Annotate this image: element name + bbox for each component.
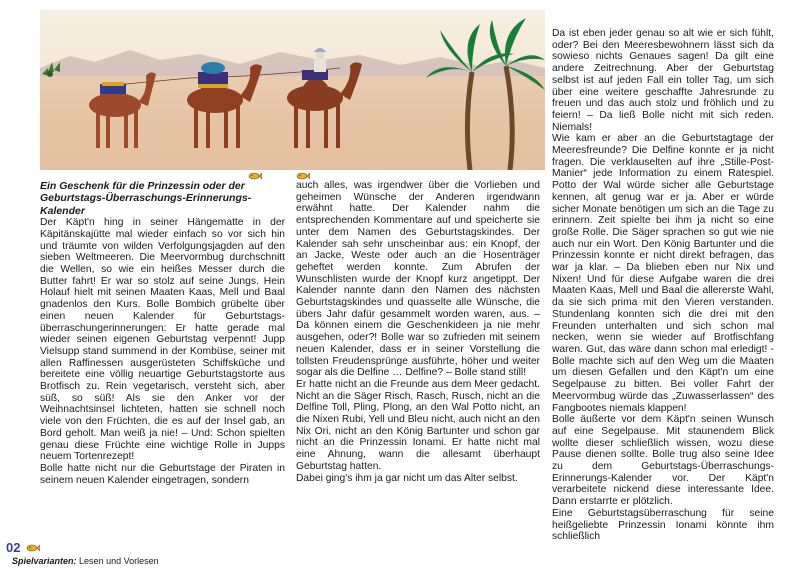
variant-label: Spielvarianten: <box>12 556 77 566</box>
paragraph: Eine Geburtstagsüberraschung für seine heißgeliebte Prinzessin Ionami könnte ihm schließlich <box>552 507 774 543</box>
paragraph: Dabei ging's ihm ja gar nicht um das Alter selbst. <box>296 472 518 484</box>
paragraph: Er hatte nicht an die Freunde aus dem Meer gedacht. Nicht an die Säger Risch, Rasch, Rusch, nicht an die Delfine Toll, Pling, Plong, an den Wal Potto nicht, an die Nixen Rubi, Yell und Bleu nicht, auch nicht an den Nix Ori, nicht an den König Bartunter und schon gar nicht an die Prinzessin Ionami. Er hatte nicht mal eine Ahnung, wann die allesamt überhaupt Geburtstag hatten. <box>296 378 540 472</box>
paragraph: auch alles, was irgendwer über die Vorlieben und geheimen Wünsche der Anderen irgendwann erwähnt hatte. Der Kalender nahm die entsprechenden Kommentare auf und speicherte sie unter dem Namen des Geburtstagskindes. Der Kalender sah sehr unscheinbar aus: ein Knopf, der an Jacke, Weste oder auch an die Hosenträger geheftet werden konnte. Zum Abrufen der Wunschlisten wurde der Knopf kurz angetippt. Der Kalender nannte dann den Namen des nächsten Geburtstagskindes und quasselte alle Wünsche, die übers Jahr dafür gesammelt worden waren, aus. – Da können einem die Geschenkideen ja nie mehr ausgehen, oder?! Bolle war so zufrieden mit seinem neuen Kalender, dass er in seiner Vorstellung die tollsten Freudensprünge ausführte, höher und weiter sogar als die Delfine … Delfine? – Bolle stand still! <box>296 180 540 379</box>
text-column-1 <box>40 180 285 540</box>
text-column-3 <box>552 28 774 548</box>
play-variants <box>12 556 159 566</box>
paragraph: Bolle äußerte vor dem Käpt'n seinen Wunsch auf eine Segelpause. Mit staunendem Blick wollte dieser schließlich wissen, wozu diese Pause dienen sollte. Bolle trug also seine Idee zu dem Geburtstags-Überraschungs-Erinnerungs-Kalender vor. Der Käpt'n verarbeitete nickend diese interessante Idee. Dann erstarrte er plötzlich. <box>552 414 774 508</box>
fish-icon <box>296 172 310 180</box>
variant-text: Lesen und Vorlesen <box>79 556 159 566</box>
fish-icon <box>26 544 40 552</box>
camel-caravan-illustration <box>40 10 545 170</box>
text-column-2 <box>296 180 540 540</box>
story-heading: Ein Geschenk für die Prinzessin oder der Geburtstags-Überraschungs-Erinnerungs-Kalender <box>40 180 252 217</box>
paragraph: Da ist eben jeder genau so alt wie er sich fühlt, oder? Bei den Meeresbewohnern lässt sich da sowieso nichts Genaues sagen! Da gilt eine andere Zeitrechnung. Aber der Geburtstag selbst ist auf jeden Fall ein toller Tag, um sich über eine weitere geschaffte Jahresrunde zu freuen und das auch stolz und fröhlich und zu feiern! – Da ließ Bolle nicht mit sich reden. Niemals! <box>552 28 774 133</box>
fish-icon <box>248 172 262 180</box>
paragraph: Der Käpt'n hing in seiner Hängematte in der Käpitänskajütte mal wieder einfach so vor sich hin und träumte von wilden Verfolgungsjagden auf den sieben Weltmeeren. Die Meervormbug durchschnitt die Wellen, so wie ein heißes Messer durch die Butter fahrt! Er war so stolz auf seine Jungs. Hein Holauf hielt mit seinen Maaten Kaas, Mell und Baal gnadenlos den Kurs. Bolle Bombich grübelte über einen neuen Kalender für Geburtstags-überraschungerinnerungen: Er hatte gerade mal wieder seinen eigenen Geburtstag verpennt! Jupp Vielsupp stand summend in der Kombüse, seiner mit allen Raffinessen ausgerüsteten Schiffsküche und bereitete eine völlig neuartige Geburtstagstorte aus Brotfisch zu. Rein vegetarisch, versteht sich, aber süß, so süß! Als sie den Anker vor der Weihnachtsinsel lichteten, hatten sie schnell noch viele von den Früchten, die es auf der Insel gab, an Bord geholt. Man weiß ja nie! – Und: Schon spielten genau diese Früchte eine wichtige Rolle in Jupps neuem Tortenrezept! <box>40 217 285 463</box>
page-number: 02 <box>6 540 21 555</box>
paragraph: Wie kam er aber an die Geburtstagtage der Meeresfreunde? Die Delfine konnte er ja nicht fragen. Die verklauselten auf ihre „Stille-Post-Manier“ jede Information zu einem Ratespiel. Potto der Wal würde sicher alle Geburtstage kennen, alt genug war er ja. Aber er würde sicher Monate benötigen um sich an die Tage zu erinnern. Zeit spielte bei ihm ja nicht so eine große Rolle. Die Säger sprachen so gut wie nie auch nur ein Wort. Den König Bartunter und die Prinzessin konnte er nicht direkt befragen, das war ja klar. – Da blieben eben nur Nix und Nixen! Und für diese Aufgabe waren die drei Maaten Kaas, Mell und Baal die allererste Wahl, da sie sich prima mit den Vieren verstanden. Stundenlang konnten sich die drei mit den Freunden unterhalten und sich schon mal necken, wenn sie wieder auf Brotfischfang waren. Gut, das wäre dann schon mal erledigt! - Bolle machte sich auf den Weg um die Maaten um diesen Gefallen und den Käpt'n um eine Segelpause zu bitten. Bei voller Fahrt der Meervormbug würde das „Zuwasserlassen“ des Fangbootes niemals klappen! <box>552 133 774 414</box>
page-footer <box>6 540 266 566</box>
paragraph: Bolle hatte nicht nur die Geburtstage der Piraten in seinem neuen Kalender eingetragen, sondern <box>40 462 285 486</box>
